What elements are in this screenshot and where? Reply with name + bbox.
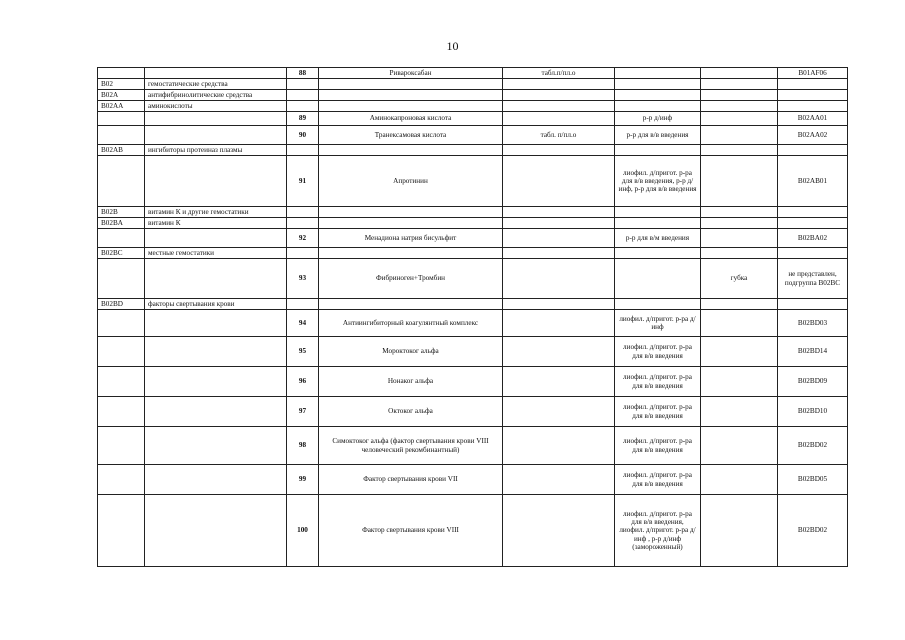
- table-row: [98, 397, 848, 427]
- cell-code: B02AA: [98, 101, 145, 112]
- cell-form3: [701, 367, 778, 397]
- table-row: [98, 145, 848, 156]
- cell-form2: р-р д/инф: [615, 112, 701, 126]
- cell-num: 95: [287, 337, 319, 367]
- cell-form: [503, 310, 615, 337]
- cell-name: [319, 299, 503, 310]
- cell-num: 97: [287, 397, 319, 427]
- cell-form: [503, 229, 615, 248]
- cell-name: [319, 79, 503, 90]
- cell-form2: [615, 248, 701, 259]
- cell-name: Ривароксабан: [319, 68, 503, 79]
- cell-name: [319, 248, 503, 259]
- cell-num: [287, 79, 319, 90]
- cell-form2: [615, 218, 701, 229]
- cell-num: [287, 145, 319, 156]
- cell-atc: [778, 79, 848, 90]
- cell-form2: [615, 207, 701, 218]
- table-row: [98, 427, 848, 465]
- cell-num: 94: [287, 310, 319, 337]
- cell-form3: [701, 248, 778, 259]
- cell-form3: [701, 310, 778, 337]
- table-row: [98, 495, 848, 567]
- cell-atc: B02AB01: [778, 156, 848, 207]
- cell-code: B02AB: [98, 145, 145, 156]
- cell-name: Фактор свертывания крови VIII: [319, 495, 503, 567]
- cell-form3: [701, 79, 778, 90]
- cell-group: витамин К: [145, 218, 287, 229]
- cell-form: [503, 207, 615, 218]
- cell-code: [98, 310, 145, 337]
- cell-form: [503, 145, 615, 156]
- cell-code: [98, 427, 145, 465]
- cell-form3: [701, 145, 778, 156]
- cell-group: [145, 229, 287, 248]
- cell-num: 96: [287, 367, 319, 397]
- cell-group: [145, 112, 287, 126]
- cell-form3: [701, 229, 778, 248]
- cell-name: Нонаког альфа: [319, 367, 503, 397]
- cell-num: 91: [287, 156, 319, 207]
- cell-group: [145, 156, 287, 207]
- cell-group: антифибринолитические средства: [145, 90, 287, 101]
- cell-atc: [778, 218, 848, 229]
- cell-form2: лиофил. д/пригот. р-ра для в/в введения: [615, 427, 701, 465]
- cell-code: B02BD: [98, 299, 145, 310]
- page-number: 10: [446, 39, 459, 53]
- cell-form2: р-р для в/м введения: [615, 229, 701, 248]
- cell-name: Октоког альфа: [319, 397, 503, 427]
- table-row: [98, 112, 848, 126]
- cell-num: 92: [287, 229, 319, 248]
- cell-code: B02B: [98, 207, 145, 218]
- cell-form: [503, 156, 615, 207]
- table-row: [98, 310, 848, 337]
- cell-group: [145, 310, 287, 337]
- cell-group: [145, 259, 287, 299]
- cell-atc: B02BA02: [778, 229, 848, 248]
- cell-num: [287, 248, 319, 259]
- cell-num: [287, 101, 319, 112]
- table-row: [98, 299, 848, 310]
- cell-form3: [701, 495, 778, 567]
- cell-form: [503, 112, 615, 126]
- cell-num: 98: [287, 427, 319, 465]
- cell-code: B02BA: [98, 218, 145, 229]
- cell-atc: B02BD05: [778, 465, 848, 495]
- cell-num: 88: [287, 68, 319, 79]
- cell-atc: B02BD14: [778, 337, 848, 367]
- cell-atc: B02AA02: [778, 126, 848, 145]
- cell-form3: [701, 337, 778, 367]
- cell-name: [319, 101, 503, 112]
- cell-form: [503, 79, 615, 90]
- cell-form2: [615, 101, 701, 112]
- cell-num: 93: [287, 259, 319, 299]
- cell-name: Транексамовая кислота: [319, 126, 503, 145]
- cell-num: [287, 207, 319, 218]
- cell-form3: [701, 112, 778, 126]
- cell-form: [503, 101, 615, 112]
- cell-num: [287, 218, 319, 229]
- cell-form: [503, 495, 615, 567]
- table-row: [98, 126, 848, 145]
- table-row: [98, 207, 848, 218]
- cell-form3: [701, 101, 778, 112]
- cell-form3: губка: [701, 259, 778, 299]
- cell-form2: лиофил. д/пригот. р-ра д/инф: [615, 310, 701, 337]
- cell-form: [503, 259, 615, 299]
- cell-form: [503, 337, 615, 367]
- cell-form2: лиофил. д/пригот. р-ра для в/в введения, лиофил. д/пригот. р-ра д/инф , р-р д/инф (замороженный): [615, 495, 701, 567]
- cell-form: [503, 465, 615, 495]
- cell-atc: [778, 90, 848, 101]
- cell-atc: [778, 145, 848, 156]
- cell-group: [145, 367, 287, 397]
- table-row: [98, 367, 848, 397]
- cell-code: B02: [98, 79, 145, 90]
- cell-group: гемостатические средства: [145, 79, 287, 90]
- cell-form2: [615, 90, 701, 101]
- cell-group: ингибиторы протеиназ плазмы: [145, 145, 287, 156]
- cell-group: факторы свертывания крови: [145, 299, 287, 310]
- cell-form: табл. п/пл.о: [503, 126, 615, 145]
- table-row: [98, 259, 848, 299]
- table-row: [98, 337, 848, 367]
- cell-atc: не представлен, подгруппа B02BC: [778, 259, 848, 299]
- cell-form: [503, 218, 615, 229]
- cell-group: [145, 68, 287, 79]
- table-row: [98, 248, 848, 259]
- cell-num: 99: [287, 465, 319, 495]
- cell-form3: [701, 90, 778, 101]
- cell-form: [503, 397, 615, 427]
- cell-num: 90: [287, 126, 319, 145]
- cell-code: [98, 259, 145, 299]
- cell-name: Антиингибиторный коагулянтный комплекс: [319, 310, 503, 337]
- cell-group: витамин К и другие гемостатики: [145, 207, 287, 218]
- cell-atc: B02BD09: [778, 367, 848, 397]
- cell-form2: [615, 299, 701, 310]
- cell-code: B02A: [98, 90, 145, 101]
- cell-name: Фактор свертывания крови VII: [319, 465, 503, 495]
- cell-code: [98, 112, 145, 126]
- cell-atc: [778, 101, 848, 112]
- cell-code: [98, 337, 145, 367]
- cell-form: [503, 90, 615, 101]
- cell-name: Аминокапроновая кислота: [319, 112, 503, 126]
- cell-form: [503, 367, 615, 397]
- cell-group: [145, 337, 287, 367]
- cell-form2: лиофил. д/пригот. р-ра для в/в введения: [615, 397, 701, 427]
- cell-form2: [615, 79, 701, 90]
- table-row: [98, 229, 848, 248]
- cell-atc: B02BD10: [778, 397, 848, 427]
- table-row: [98, 101, 848, 112]
- cell-code: [98, 68, 145, 79]
- cell-group: [145, 427, 287, 465]
- cell-name: Симоктоког альфа (фактор свертывания крови VIII человеческий рекомбинантный): [319, 427, 503, 465]
- cell-form3: [701, 68, 778, 79]
- cell-form: [503, 299, 615, 310]
- cell-form2: [615, 259, 701, 299]
- cell-form2: [615, 68, 701, 79]
- cell-code: [98, 367, 145, 397]
- cell-group: [145, 465, 287, 495]
- table-row: [98, 465, 848, 495]
- cell-name: [319, 207, 503, 218]
- cell-group: аминокислоты: [145, 101, 287, 112]
- cell-code: B02BC: [98, 248, 145, 259]
- cell-form2: лиофил. д/пригот. р-ра для в/в введения: [615, 337, 701, 367]
- cell-code: [98, 126, 145, 145]
- cell-form2: лиофил. д/пригот. р-ра для в/в введения: [615, 367, 701, 397]
- cell-code: [98, 156, 145, 207]
- table-row: [98, 156, 848, 207]
- cell-form2: лиофил. д/пригот. р-ра для в/в введения, р-р д/инф, р-р для в/в введения: [615, 156, 701, 207]
- cell-form: табл.п/пл.о: [503, 68, 615, 79]
- cell-name: [319, 145, 503, 156]
- cell-form2: [615, 145, 701, 156]
- cell-form: [503, 248, 615, 259]
- cell-code: [98, 397, 145, 427]
- table-row: [98, 90, 848, 101]
- cell-form3: [701, 156, 778, 207]
- cell-group: [145, 126, 287, 145]
- cell-form3: [701, 126, 778, 145]
- cell-atc: [778, 299, 848, 310]
- cell-code: [98, 465, 145, 495]
- cell-form3: [701, 218, 778, 229]
- cell-form: [503, 427, 615, 465]
- cell-group: [145, 397, 287, 427]
- cell-name: Мороктоког альфа: [319, 337, 503, 367]
- cell-form3: [701, 427, 778, 465]
- drug-table: [97, 67, 848, 567]
- cell-form2: р-р для в/в введения: [615, 126, 701, 145]
- cell-form2: лиофил. д/пригот. р-ра для в/в введения: [615, 465, 701, 495]
- cell-form3: [701, 397, 778, 427]
- cell-num: [287, 90, 319, 101]
- cell-code: [98, 495, 145, 567]
- cell-name: Фибриноген+Тромбин: [319, 259, 503, 299]
- table-row: [98, 68, 848, 79]
- cell-atc: [778, 207, 848, 218]
- table-row: [98, 218, 848, 229]
- cell-name: [319, 90, 503, 101]
- cell-atc: B02BD02: [778, 427, 848, 465]
- cell-form3: [701, 207, 778, 218]
- cell-name: Менадиона натрия бисульфит: [319, 229, 503, 248]
- cell-group: [145, 495, 287, 567]
- cell-atc: B02BD02: [778, 495, 848, 567]
- cell-form3: [701, 299, 778, 310]
- cell-name: Апротинин: [319, 156, 503, 207]
- cell-form3: [701, 465, 778, 495]
- cell-code: [98, 229, 145, 248]
- cell-atc: B01AF06: [778, 68, 848, 79]
- cell-num: 89: [287, 112, 319, 126]
- cell-atc: B02BD03: [778, 310, 848, 337]
- cell-atc: B02AA01: [778, 112, 848, 126]
- cell-num: 100: [287, 495, 319, 567]
- cell-group: местные гемостатики: [145, 248, 287, 259]
- cell-atc: [778, 248, 848, 259]
- cell-num: [287, 299, 319, 310]
- table-row: [98, 79, 848, 90]
- cell-name: [319, 218, 503, 229]
